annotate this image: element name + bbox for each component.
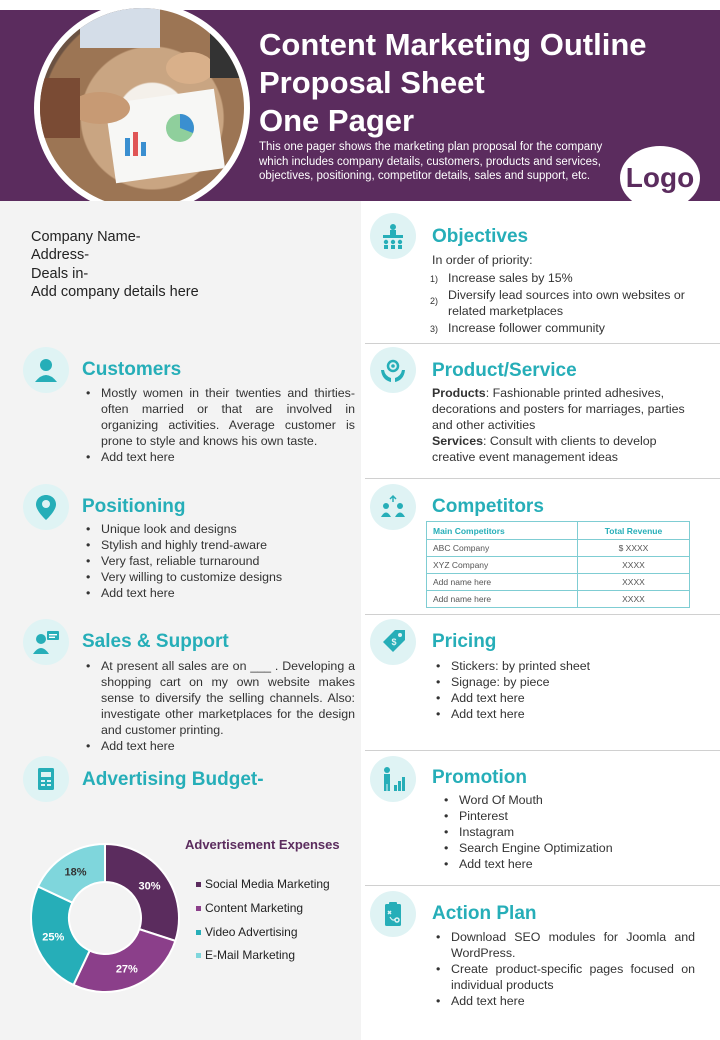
list-item: • Very fast, reliable turnaround bbox=[83, 553, 355, 569]
list-item: • Add text here bbox=[433, 993, 695, 1009]
customers-title: Customers bbox=[82, 359, 182, 380]
list-item: • Search Engine Optimization bbox=[441, 840, 703, 856]
table-header-row bbox=[427, 522, 690, 540]
list-item: • Mostly women in their twenties and thirties-often married or that are involved in organizing activities. Average customer is prone to style and knows his own taste. bbox=[83, 385, 355, 449]
chart-legend bbox=[196, 877, 330, 972]
list-item: • Stickers: by printed sheet bbox=[433, 658, 695, 674]
competitors-table bbox=[426, 521, 690, 608]
list-item: • Add text here bbox=[83, 738, 355, 754]
advertising-title: Advertising Budget- bbox=[82, 769, 264, 790]
list-item: • Signage: by piece bbox=[433, 674, 695, 690]
positioning-title: Positioning bbox=[82, 496, 186, 517]
list-item: • Add text here bbox=[441, 856, 703, 872]
product-description: Products: Fashionable printed adhesives, decorations and posters for marriages, parties and other activities Services: Consult with clients to develop creative event management ideas bbox=[432, 386, 685, 465]
company-details: Company Name- Address- Deals in- Add company details here bbox=[31, 229, 199, 300]
legend-swatch bbox=[196, 882, 201, 887]
list-item: • Add text here bbox=[83, 449, 355, 465]
list-item: • Add text here bbox=[83, 585, 355, 601]
list-item: • Download SEO modules for Joomla and WordPress. bbox=[433, 929, 695, 961]
page-title: Content Marketing Outline Proposal Sheet One Pager bbox=[259, 27, 647, 138]
sales-title: Sales & Support bbox=[82, 631, 229, 652]
expenses-donut-chart bbox=[25, 838, 185, 998]
competitors-icon bbox=[370, 484, 416, 530]
positioning-list bbox=[83, 521, 355, 601]
svg-text:$: $ bbox=[391, 637, 397, 647]
list-item: 2) Diversify lead sources into own websites or related marketplaces bbox=[430, 288, 685, 319]
hands-gear-icon bbox=[370, 347, 416, 393]
support-agent-icon bbox=[23, 619, 69, 665]
budget-document-icon bbox=[23, 756, 69, 802]
table-row: ABC Company $ XXXX bbox=[427, 540, 690, 557]
growth-chart-icon bbox=[370, 756, 416, 802]
section-divider bbox=[365, 478, 720, 479]
donut-slice-label: 27% bbox=[115, 963, 138, 976]
objectives-intro: In order of priority: bbox=[432, 253, 533, 267]
strategy-board-icon bbox=[370, 891, 416, 937]
location-pin-icon bbox=[23, 484, 69, 530]
header-photo bbox=[34, 2, 250, 214]
table-row: XYZ Company XXXX bbox=[427, 557, 690, 574]
sales-list bbox=[83, 658, 355, 755]
table-header: Total Revenue bbox=[577, 522, 689, 540]
legend-swatch bbox=[196, 906, 201, 911]
section-divider bbox=[365, 885, 720, 886]
list-item: • Word Of Mouth bbox=[441, 792, 703, 808]
donut-slice-label: 30% bbox=[138, 880, 161, 893]
legend-item: E-Mail Marketing bbox=[196, 948, 330, 972]
user-icon bbox=[23, 347, 69, 393]
table-row: Add name here XXXX bbox=[427, 591, 690, 608]
list-item: • Unique look and designs bbox=[83, 521, 355, 537]
customers-list bbox=[83, 385, 355, 465]
legend-item: Social Media Marketing bbox=[196, 877, 330, 901]
legend-swatch bbox=[196, 953, 201, 958]
promotion-title: Promotion bbox=[432, 767, 527, 788]
list-item: • Add text here bbox=[433, 706, 695, 722]
list-item: • At present all sales are on ___ . Developing a shopping cart on my own website makes sense to diversify the selling channels. Also: investigate other marketplaces for the design and customer printing. bbox=[83, 658, 355, 738]
team-meeting-icon bbox=[370, 213, 416, 259]
list-item: • Very willing to customize designs bbox=[83, 569, 355, 585]
price-tag-icon bbox=[370, 619, 416, 665]
product-title: Product/Service bbox=[432, 360, 577, 381]
list-item: • Pinterest bbox=[441, 808, 703, 824]
section-divider bbox=[365, 343, 720, 344]
table-row: Add name here XXXX bbox=[427, 574, 690, 591]
section-divider bbox=[365, 750, 720, 751]
list-item: • Create product-specific pages focused on individual products bbox=[433, 961, 695, 993]
legend-swatch bbox=[196, 930, 201, 935]
section-divider bbox=[365, 614, 720, 615]
chart-title: Advertisement Expenses bbox=[185, 837, 340, 852]
action-title: Action Plan bbox=[432, 903, 537, 924]
legend-item: Content Marketing bbox=[196, 901, 330, 925]
objectives-title: Objectives bbox=[432, 226, 529, 247]
list-item: 3) Increase follower community bbox=[430, 321, 606, 336]
donut-slice bbox=[73, 929, 175, 992]
donut-slice-label: 18% bbox=[64, 866, 87, 879]
list-item: • Stylish and highly trend-aware bbox=[83, 537, 355, 553]
donut-slice-label: 25% bbox=[42, 931, 65, 944]
competitors-title: Competitors bbox=[432, 496, 544, 517]
promotion-list bbox=[441, 792, 703, 872]
objectives-list bbox=[430, 270, 692, 337]
page-subtitle: This one pager shows the marketing plan proposal for the company which includes company details, customers, products and services, objectives, positioning, competitor details, sales and support, etc. bbox=[259, 141, 603, 182]
list-item: 1) Increase sales by 15% bbox=[430, 271, 573, 285]
table-header: Main Competitors bbox=[427, 522, 578, 540]
pricing-list bbox=[433, 658, 695, 722]
logo-placeholder: Logo bbox=[620, 146, 700, 210]
list-item: • Add text here bbox=[433, 690, 695, 706]
pricing-title: Pricing bbox=[432, 631, 497, 652]
list-item: • Instagram bbox=[441, 824, 703, 840]
legend-item: Video Advertising bbox=[196, 925, 330, 949]
action-list bbox=[433, 929, 695, 1009]
